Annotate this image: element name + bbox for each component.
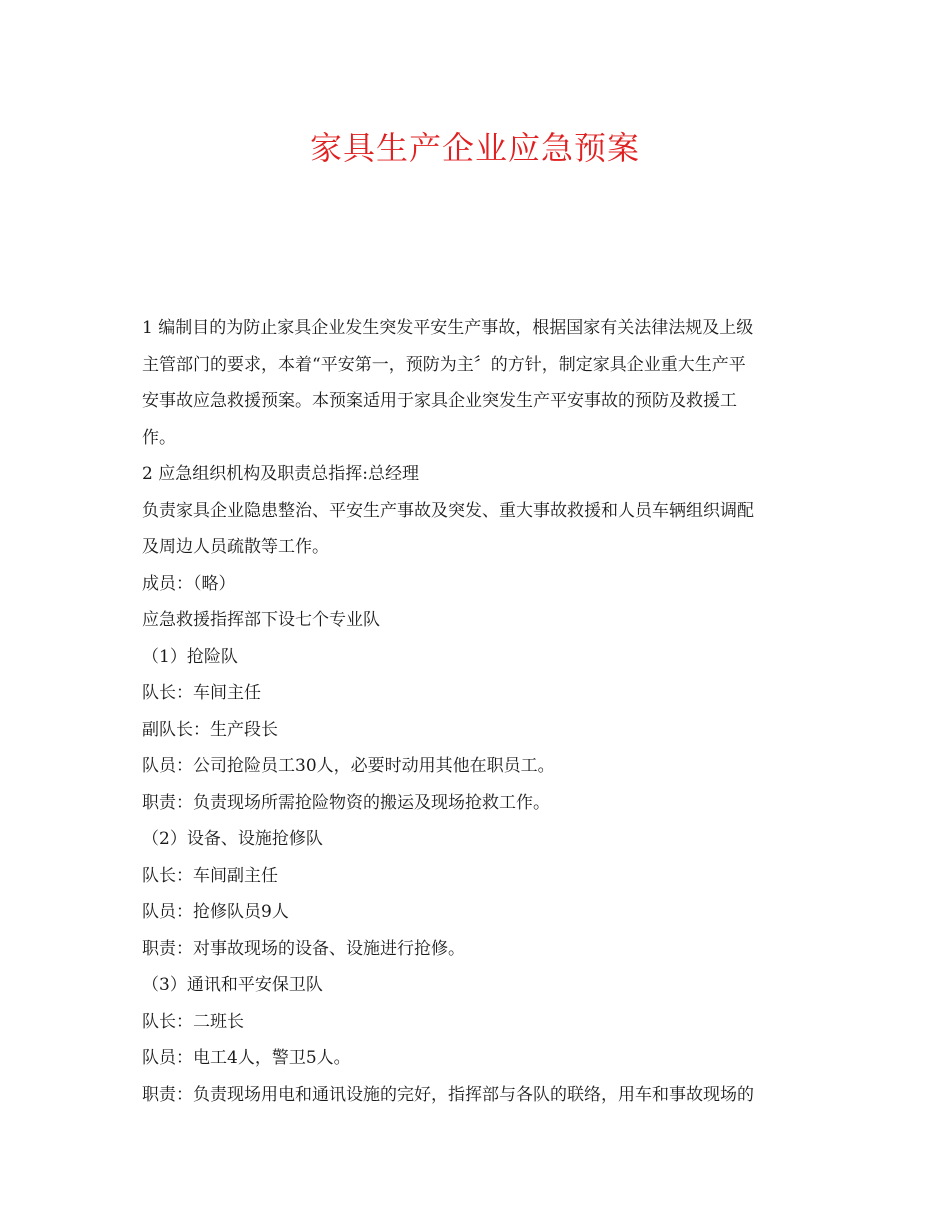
body-line: 负责家具企业隐患整治、平安生产事故及突发、重大事故救援和人员车辆组织调配 [142, 500, 754, 521]
body-line: 队长：车间副主任 [142, 865, 278, 886]
team-heading: （2）设备、设施抢修队 [142, 829, 323, 849]
body-line: 队员：公司抢险员工30人，必要时动用其他在职员工。 [142, 756, 555, 776]
team-heading: （3）通讯和平安保卫队 [142, 975, 323, 995]
team-heading: （1）抢险队 [142, 646, 238, 667]
body-line: 副队长：生产段长 [142, 719, 278, 740]
body-line: 1 编制目的为防止家具企业发生突发平安生产事故，根据国家有关法律法规及上级 [142, 318, 754, 338]
document-body [142, 310, 814, 1113]
document-title: 家具生产企业应急预案 [309, 129, 640, 167]
body-line: 主管部门的要求，本着“平安第一，预防为主〞的方针，制定家具企业重大生产平 [142, 354, 746, 375]
body-line: 及周边人员疏散等工作。 [142, 537, 329, 557]
body-line: 成员：（略） [142, 573, 236, 594]
body-line: 队员：电工4人，警卫5人。 [142, 1048, 351, 1068]
body-line: 队长：车间主任 [142, 683, 261, 703]
section-heading: 2 应急组织机构及职责总指挥:总经理 [142, 464, 419, 484]
body-line: 职责：负责现场用电和通讯设施的完好，指挥部与各队的联络，用车和事故现场的 [142, 1084, 754, 1105]
body-line: 职责：对事故现场的设备、设施进行抢修。 [142, 938, 465, 959]
body-line: 职责：负责现场所需抢险物资的搬运及现场抢救工作。 [142, 792, 550, 813]
body-line: 队员：抢修队员9人 [142, 902, 289, 922]
body-line: 应急救援指挥部下设七个专业队 [142, 610, 380, 630]
body-line: 安事故应急救援预案。本预案适用于家具企业突发生产平安事故的预防及救援工 [142, 391, 737, 411]
body-line: 作。 [142, 427, 176, 448]
body-line: 队长：二班长 [142, 1011, 244, 1032]
